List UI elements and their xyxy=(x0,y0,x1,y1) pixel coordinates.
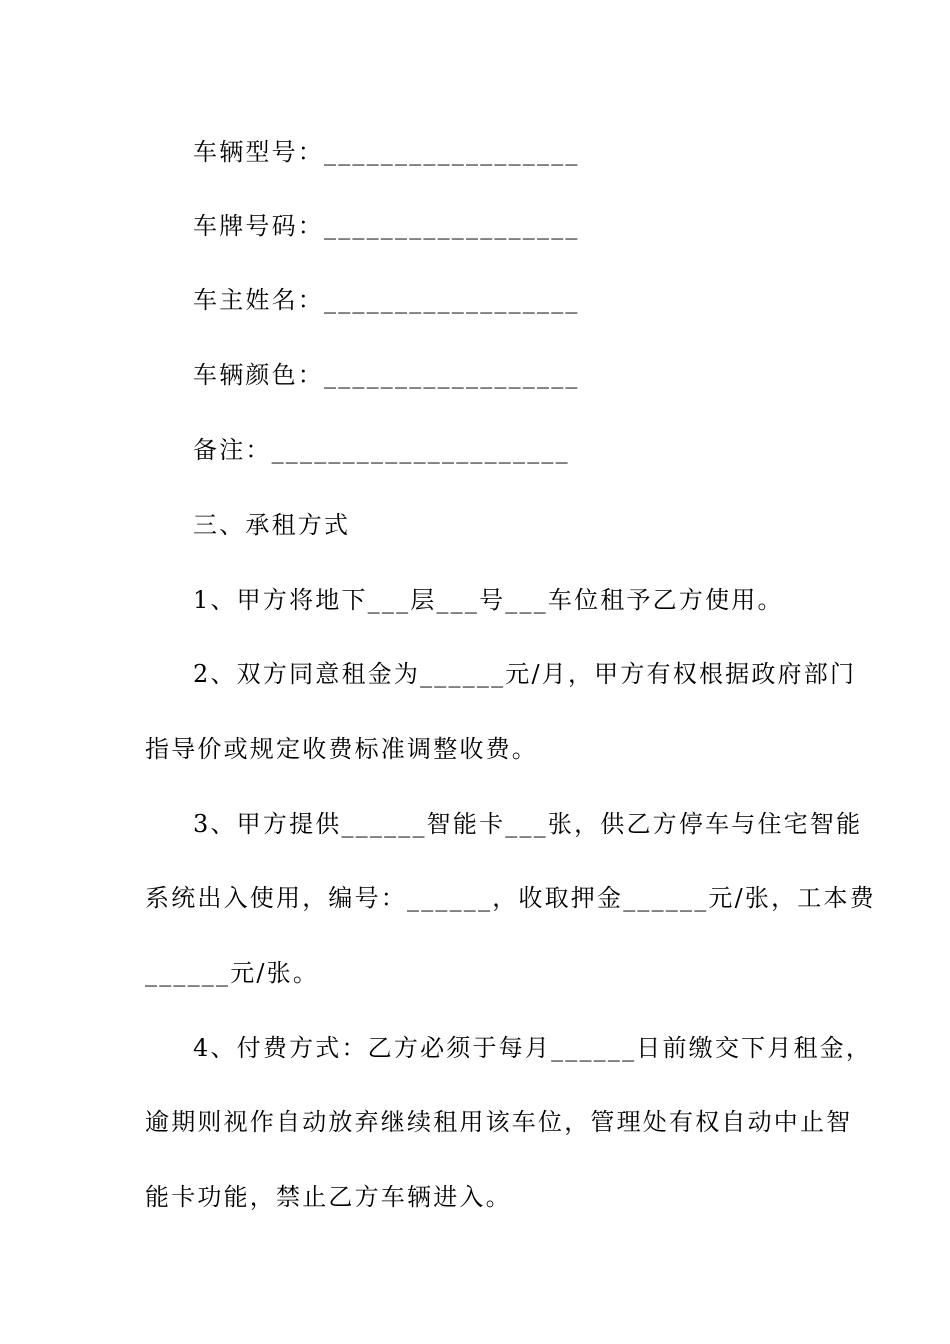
vehicle-color-field: 车辆颜色：__________________ xyxy=(193,361,580,389)
clause-2-line-1: 2、双方同意租金为______元/月，甲方有权根据政府部门 xyxy=(193,660,857,688)
owner-name-field: 车主姓名：__________________ xyxy=(193,286,580,314)
clause-3-line-1: 3、甲方提供______智能卡___张，供乙方停车与住宅智能 xyxy=(193,810,863,838)
license-plate-field: 车牌号码：__________________ xyxy=(193,212,580,240)
vehicle-model-field: 车辆型号：__________________ xyxy=(193,138,580,166)
remarks-field: 备注：_____________________ xyxy=(193,436,570,464)
clause-4-line-1: 4、付费方式：乙方必须于每月______日前缴交下月租金， xyxy=(193,1034,873,1062)
clause-4-line-3: 能卡功能，禁止乙方车辆进入。 xyxy=(145,1183,512,1211)
clause-3-line-2: 系统出入使用，编号：______，收取押金______元/张，工本费 xyxy=(145,884,876,912)
section-heading-rental-method: 三、承租方式 xyxy=(193,511,351,539)
clause-4-line-2: 逾期则视作自动放弃继续租用该车位，管理处有权自动中止智 xyxy=(145,1108,853,1136)
clause-3-line-3: ______元/张。 xyxy=(145,959,320,987)
clause-1: 1、甲方将地下___层___号___车位租予乙方使用。 xyxy=(193,586,784,614)
clause-2-line-2: 指导价或规定收费标准调整收费。 xyxy=(145,735,538,763)
